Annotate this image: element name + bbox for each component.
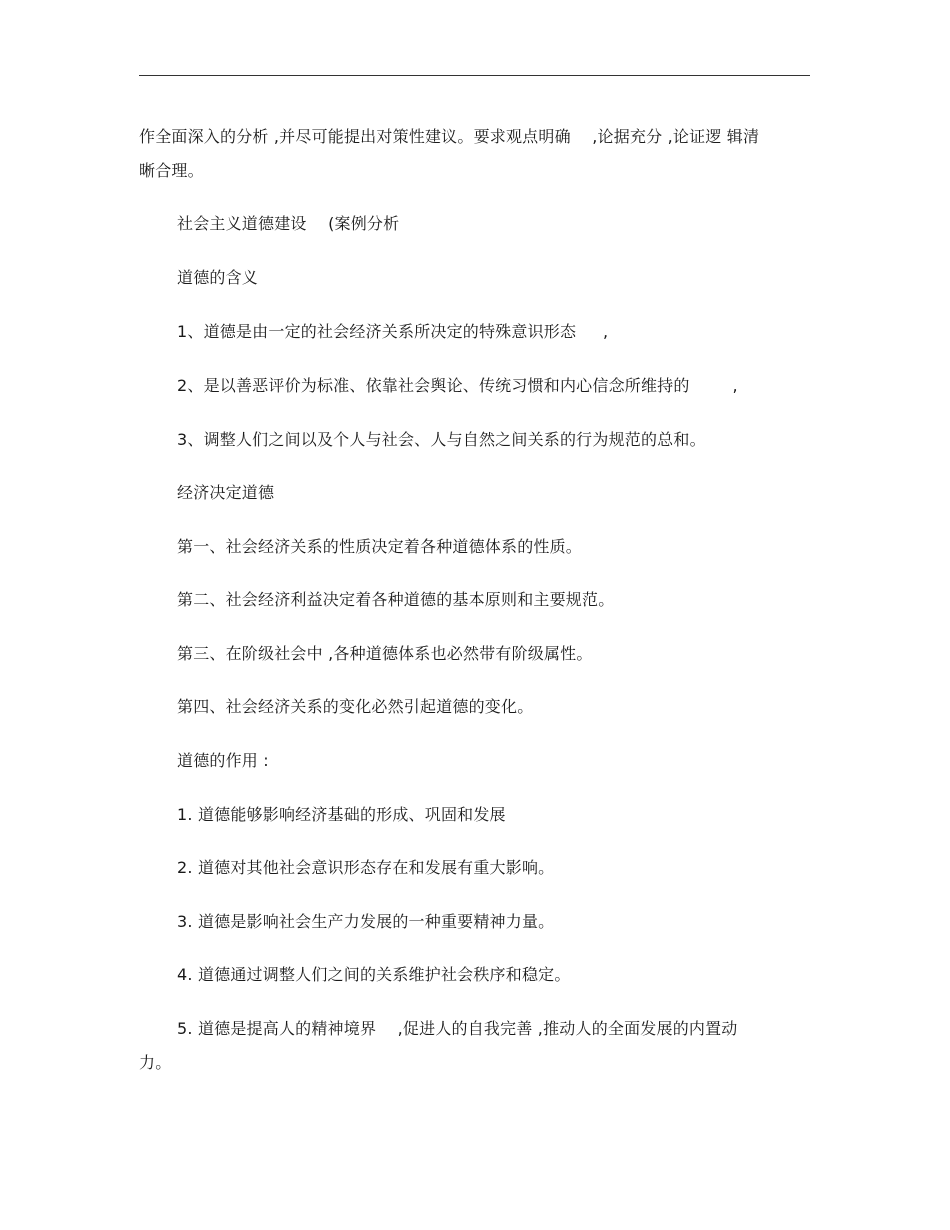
section-heading-economy: 经济决定道德: [177, 483, 275, 502]
meaning-item-2: 2、是以善恶评价为标准、依靠社会舆论、传统习惯和内心信念所维持的 ,: [177, 376, 738, 395]
role-item-5-line-1: 5. 道德是提高人的精神境界 ,促进人的自我完善 ,推动人的全面发展的内置动: [177, 1019, 738, 1038]
economy-item-4: 第四、社会经济关系的变化必然引起道德的变化。: [177, 697, 534, 716]
section-heading-moral-role: 道德的作用 :: [177, 751, 269, 770]
section-heading-moral-meaning: 道德的含义: [177, 268, 259, 287]
role-item-1: 1. 道德能够影响经济基础的形成、巩固和发展: [177, 805, 506, 824]
role-item-5-line-2: 力。: [139, 1053, 172, 1072]
intro-text-line-1: 作全面深入的分析 ,并尽可能提出对策性建议。要求观点明确 ,论据充分 ,论证逻 辑清: [139, 127, 760, 146]
economy-item-2: 第二、社会经济利益决定着各种道德的基本原则和主要规范。: [177, 590, 615, 609]
role-item-4: 4. 道德通过调整人们之间的关系维护社会秩序和稳定。: [177, 965, 571, 984]
economy-item-1: 第一、社会经济关系的性质决定着各种道德体系的性质。: [177, 537, 583, 556]
role-item-2: 2. 道德对其他社会意识形态存在和发展有重大影响。: [177, 858, 555, 877]
economy-item-3: 第三、在阶级社会中 ,各种道德体系也必然带有阶级属性。: [177, 644, 593, 663]
section-heading-case-analysis: 社会主义道德建设 (案例分析: [177, 214, 400, 233]
role-item-3: 3. 道德是影响社会生产力发展的一种重要精神力量。: [177, 912, 555, 931]
meaning-item-3: 3、调整人们之间以及个人与社会、人与自然之间关系的行为规范的总和。: [177, 430, 706, 449]
meaning-item-1: 1、道德是由一定的社会经济关系所决定的特殊意识形态 ,: [177, 322, 609, 341]
header-rule: [139, 75, 810, 76]
intro-text-line-2: 晰合理。: [139, 161, 204, 180]
